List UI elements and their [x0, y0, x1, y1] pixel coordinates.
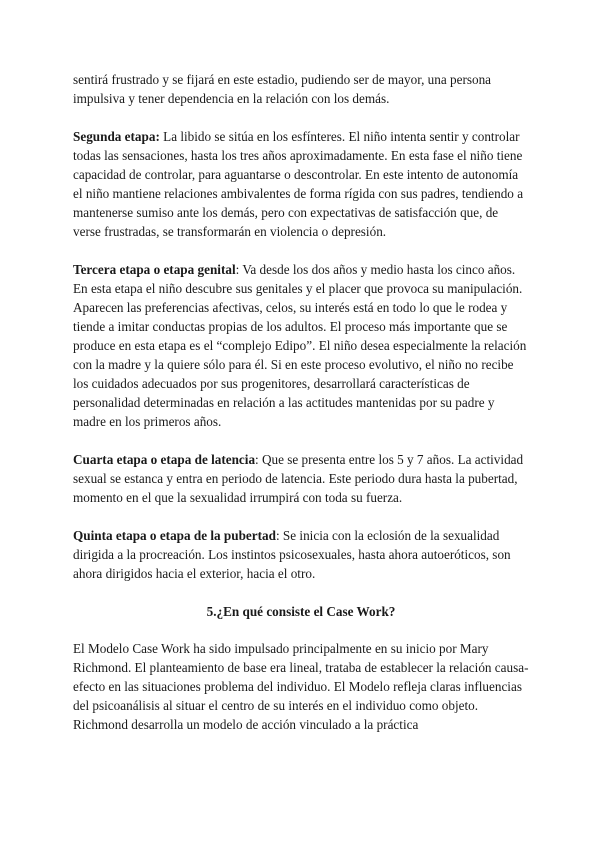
stage-term-third: Tercera etapa o etapa genital [73, 262, 236, 277]
stage-term-fifth: Quinta etapa o etapa de la pubertad [73, 528, 276, 543]
document-body [73, 70, 529, 753]
intro-continuation-paragraph: sentirá frustrado y se fijará en este estadio, pudiendo ser de mayor, una persona impulsiva y tener dependencia en la relación con los demás. [73, 72, 492, 106]
stage-text-fourth: : Que se presenta entre los 5 y 7 años. La actividad sexual se estanca y entra en periodo de latencia. Este periodo dura hasta la pubertad, momento en el que la sexualidad irrumpirá con toda su fuerza. [73, 452, 524, 505]
section-paragraph: El Modelo Case Work ha sido impulsado principalmente en su inicio por Mary Richmond. El planteamiento de base era lineal, trataba de establecer la relación causa-efecto en las situaciones problema del individuo. El Modelo refleja claras influencias del psicoanálisis al situar el centro de su interés en el individuo como objeto. Richmond desarrolla un modelo de acción vinculado a la práctica [73, 641, 529, 732]
stage-term-fourth: Cuarta etapa o etapa de latencia [73, 452, 256, 467]
stage-text-second: La libido se sitúa en los esfínteres. El niño intenta sentir y controlar todas las sensaciones, hasta los tres años aproximadamente. En esta fase el niño tiene capacidad de controlar, para aguantarse o descontrolar. En este intento de autonomía el niño mantiene relaciones ambivalentes de forma rígida con sus padres, tendiendo a mantenerse sumiso ante los demás, pero con expectativas de satisfacción que, de verse frustradas, se transformarán en violencia o depresión. [73, 129, 524, 239]
stage-text-third: : Va desde los dos años y medio hasta los cinco años. En esta etapa el niño descubre sus genitales y el placer que provoca su manipulación. Aparecen las preferencias afectivas, celos, su interés está en todo lo que le rodea y tiende a imitar conductas propias de los adultos. El proceso más importante que se produce en esta etapa es el “complejo Edipo”. El niño desea especialmente la relación con la madre y la quiere sólo para él. Si en este proceso evolutivo, el niño no recibe los cuidados adecuados por sus progenitores, desarrollará características de personalidad determinadas en relación a las actitudes mantenidas por su padre y madre en los primeros años. [73, 262, 527, 429]
stage-term-second: Segunda etapa: [73, 129, 160, 144]
stage-text-fifth: : Se inicia con la eclosión de la sexualidad dirigida a la procreación. Los instintos psicosexuales, hasta ahora autoeróticos, son ahora dirigidos hacia el exterior, hacia el otro. [73, 528, 511, 581]
stage-paragraph-fourth [73, 450, 529, 507]
stage-paragraph-fifth [73, 526, 529, 583]
stage-paragraph-third [73, 260, 529, 431]
section-heading: 5.¿En qué consiste el Case Work? [206, 604, 396, 619]
stage-paragraph-second [73, 127, 529, 241]
